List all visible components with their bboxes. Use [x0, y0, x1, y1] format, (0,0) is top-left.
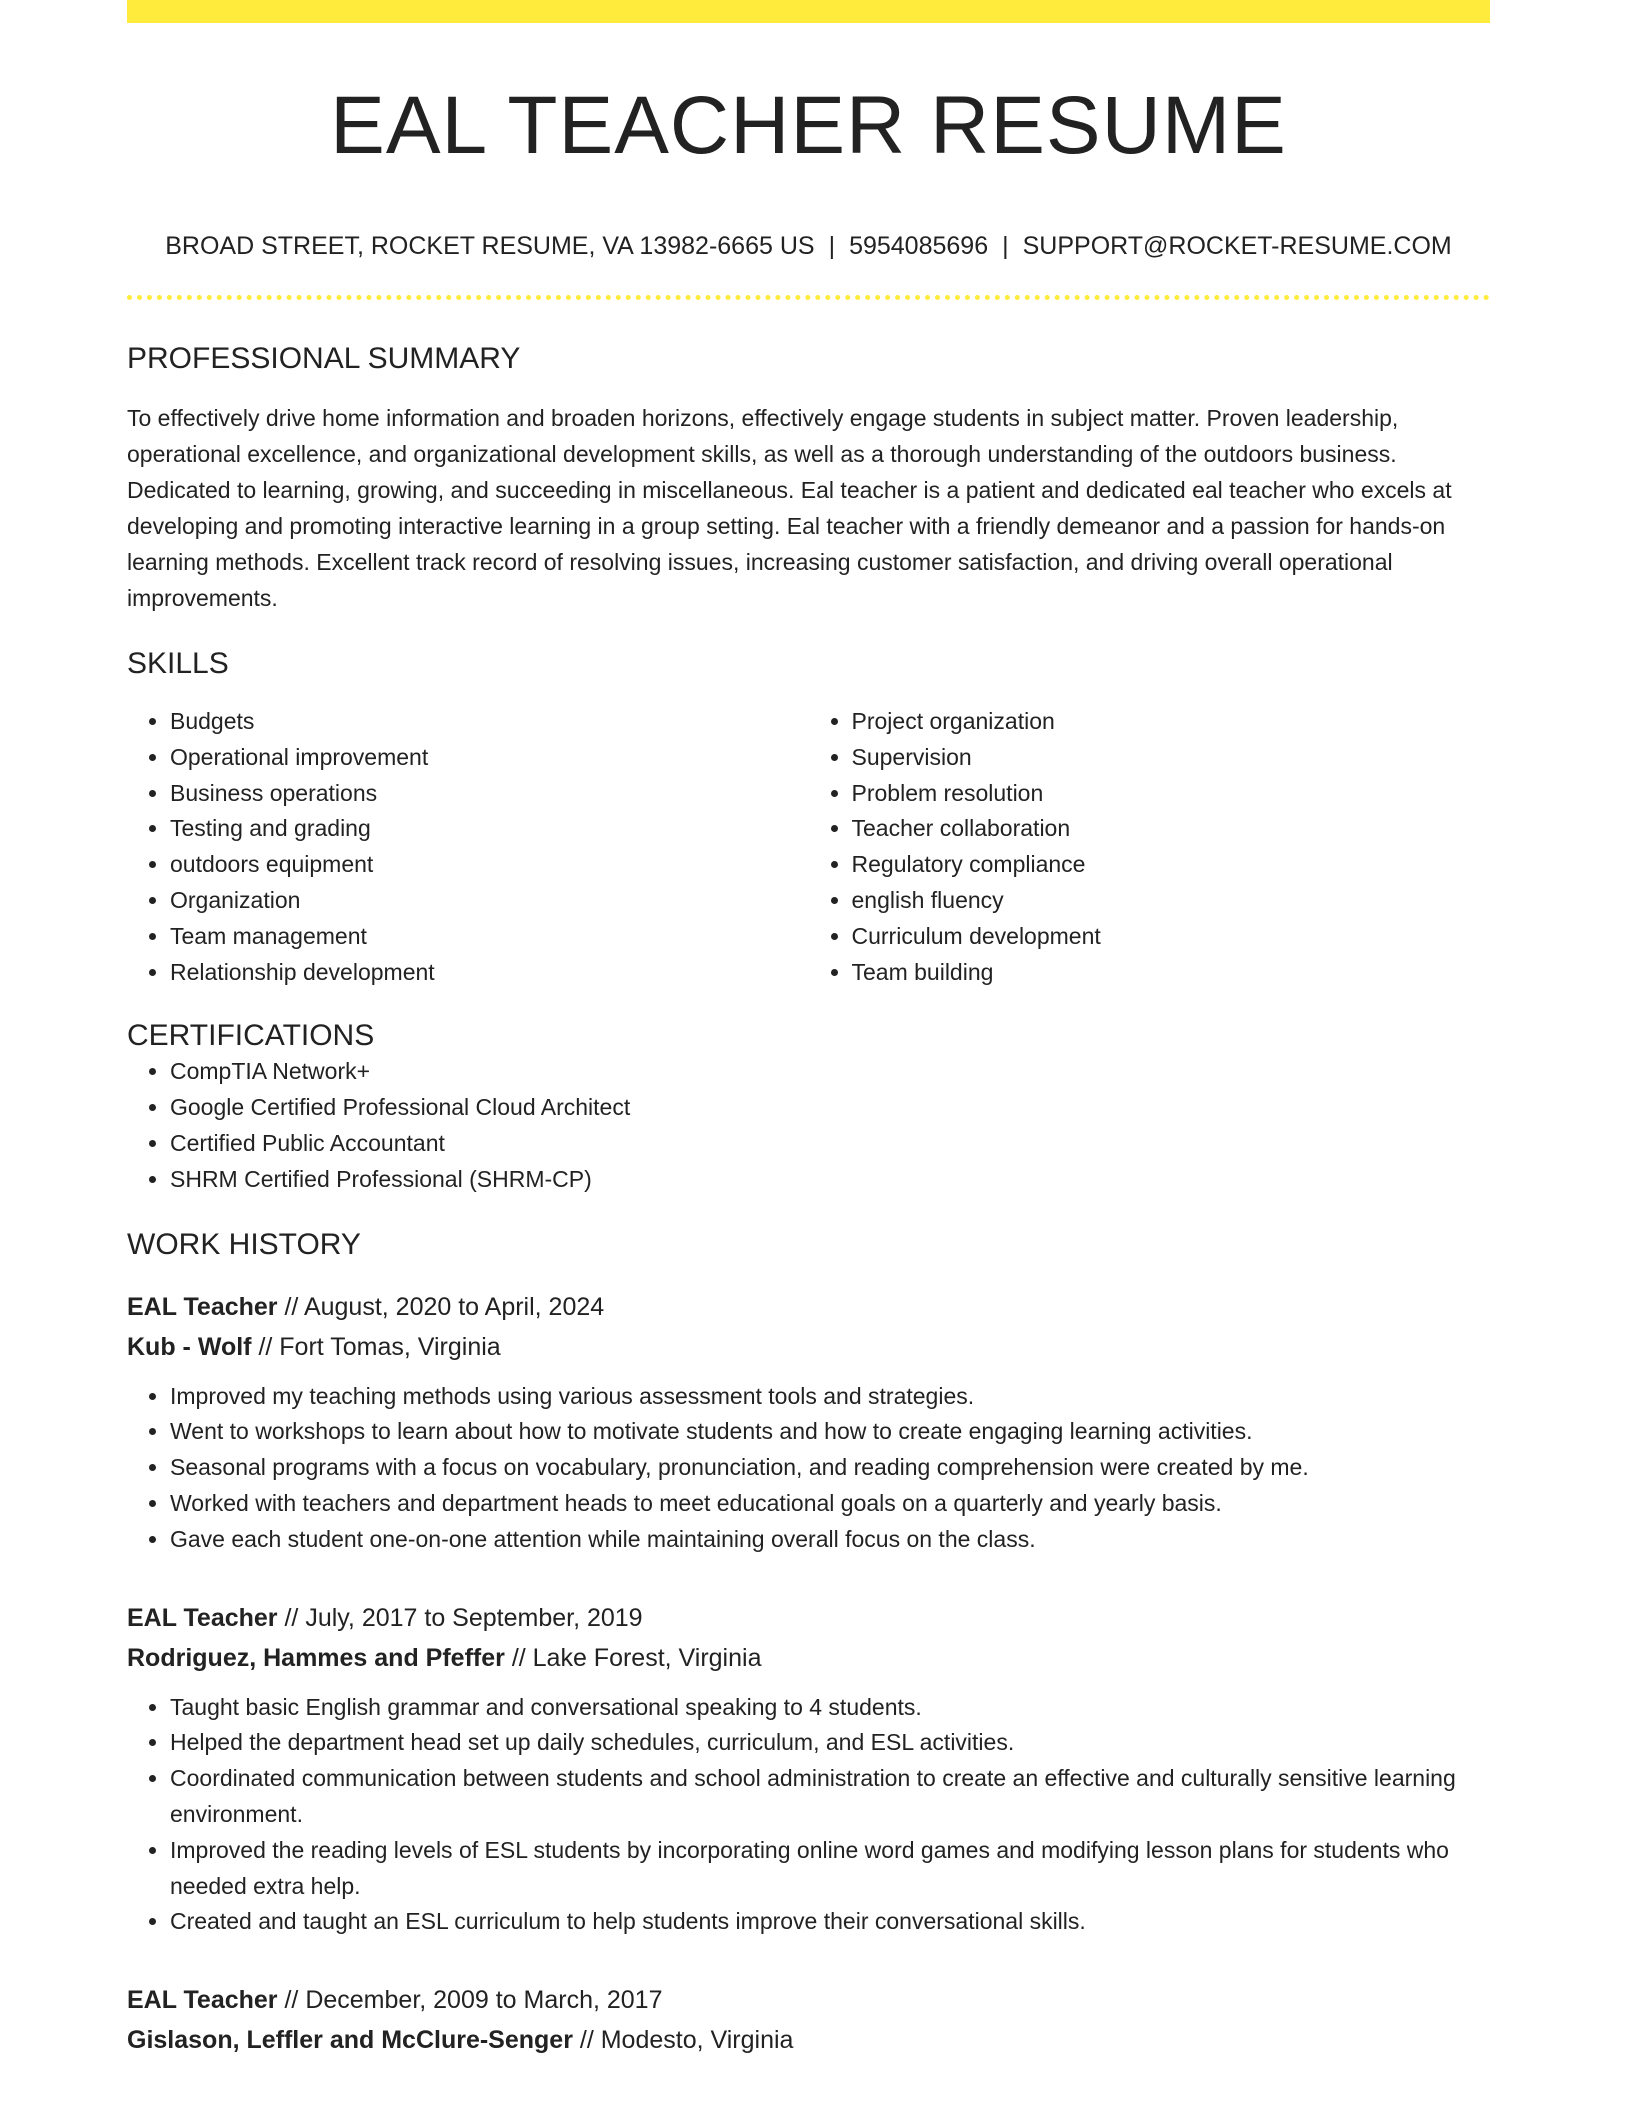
job-duty: • Helped the department head set up daily schedules, curriculum, and ESL activities. — [170, 1725, 1490, 1761]
skill-item: • Project organization — [852, 704, 1491, 740]
skill-item: • Organization — [170, 883, 809, 919]
job-entry — [127, 1980, 1490, 2060]
job-duty: • Gave each student one-on-one attention while maintaining overall focus on the class. — [170, 1522, 1490, 1558]
job-duty: • Coordinated communication between students and school administration to create an effective and culturally sensitive learning environment. — [170, 1761, 1490, 1833]
summary-text: To effectively drive home information and broaden horizons, effectively engage students in subject matter. Proven leadership, operational excellence, and organizational development skills, as well as a thorough understanding of the outdoors business. Dedicated to learning, growing, and succeeding in miscellaneous. Eal teacher is a patient and dedicated eal teacher who excels at developing and promoting interactive learning in a group setting. Eal teacher with a friendly demeanor and a passion for hands-on learning methods. Excellent track record of resolving issues, increasing customer satisfaction, and driving overall operational improvements. — [127, 405, 1452, 611]
job-location: // Lake Forest, Virginia — [511, 1643, 762, 1672]
job-company: Rodriguez, Hammes and Pfeffer — [127, 1643, 505, 1672]
job-dates: // December, 2009 to March, 2017 — [284, 1986, 663, 2015]
dotted-divider — [127, 295, 1490, 300]
job-role-line — [127, 1598, 1490, 1638]
skill-item: • Relationship development — [170, 955, 809, 991]
skill-item: • Business operations — [170, 776, 809, 812]
job-role: EAL Teacher — [127, 1986, 278, 2015]
section-title-summary: PROFESSIONAL SUMMARY — [127, 342, 521, 375]
skills-column-right — [809, 704, 1491, 990]
skill-item: • Supervision — [852, 740, 1491, 776]
skill-item: • Problem resolution — [852, 776, 1491, 812]
certification-item: • Google Certified Professional Cloud Architect — [170, 1090, 1490, 1126]
job-duty: • Taught basic English grammar and conversational speaking to 4 students. — [170, 1690, 1490, 1726]
job-company: Kub - Wolf — [127, 1332, 252, 1361]
resume-page — [127, 0, 1490, 2060]
job-company-line — [127, 1327, 1490, 1367]
job-duty: • Created and taught an ESL curriculum to help students improve their conversational skills. — [170, 1904, 1490, 1940]
job-duty: • Seasonal programs with a focus on vocabulary, pronunciation, and reading comprehension were created by me. — [170, 1450, 1490, 1486]
skill-item: • Team management — [170, 919, 809, 955]
job-dates: // July, 2017 to September, 2019 — [284, 1603, 643, 1632]
skills-list-right — [809, 704, 1491, 990]
skills-grid — [127, 704, 1490, 990]
job-company-line — [127, 1638, 1490, 1678]
job-duties-list — [127, 1690, 1490, 1941]
section-title-certifications: CERTIFICATIONS — [127, 1019, 375, 1053]
skill-item: • Curriculum development — [852, 919, 1491, 955]
contact-separator: | — [828, 232, 836, 260]
certification-item: • Certified Public Accountant — [170, 1126, 1490, 1162]
job-duty: • Improved the reading levels of ESL students by incorporating online word games and modifying lesson plans for students who needed extra help. — [170, 1833, 1490, 1905]
skill-item: • Teacher collaboration — [852, 811, 1491, 847]
skill-item: • outdoors equipment — [170, 847, 809, 883]
section-title-work-history: WORK HISTORY — [127, 1227, 361, 1261]
resume-title: EAL TEACHER RESUME — [330, 80, 1287, 171]
job-company-line — [127, 2020, 1490, 2060]
job-duty: • Improved my teaching methods using various assessment tools and strategies. — [170, 1379, 1490, 1415]
job-duty: • Worked with teachers and department heads to meet educational goals on a quarterly and yearly basis. — [170, 1486, 1490, 1522]
job-dates: // August, 2020 to April, 2024 — [284, 1292, 605, 1321]
contact-phone[interactable]: 5954085696 — [849, 232, 989, 260]
skill-item: • Budgets — [170, 704, 809, 740]
header-accent-bar — [127, 0, 1490, 23]
contact-line — [127, 231, 1490, 261]
contact-address: BROAD STREET, ROCKET RESUME, VA 13982-6665 US — [165, 232, 815, 260]
skill-item: • Regulatory compliance — [852, 847, 1491, 883]
job-role-line — [127, 1980, 1490, 2020]
job-entry — [127, 1598, 1490, 1941]
job-entry — [127, 1287, 1490, 1558]
skill-item: • english fluency — [852, 883, 1491, 919]
job-location: // Fort Tomas, Virginia — [258, 1332, 501, 1361]
certifications-list — [127, 1054, 1490, 1197]
job-duties-list — [127, 1379, 1490, 1558]
job-role: EAL Teacher — [127, 1603, 278, 1632]
skills-list-left — [127, 704, 809, 990]
job-company: Gislason, Leffler and McClure-Senger — [127, 2026, 573, 2055]
skill-item: • Testing and grading — [170, 811, 809, 847]
certification-item: • CompTIA Network+ — [170, 1054, 1490, 1090]
skills-column-left — [127, 704, 809, 990]
certification-item: • SHRM Certified Professional (SHRM-CP) — [170, 1162, 1490, 1198]
section-title-skills: SKILLS — [127, 647, 229, 680]
contact-email[interactable]: SUPPORT@ROCKET-RESUME.COM — [1022, 232, 1452, 260]
job-location: // Modesto, Virginia — [579, 2026, 794, 2055]
job-role: EAL Teacher — [127, 1292, 278, 1321]
contact-separator: | — [1002, 232, 1009, 260]
job-duty: • Went to workshops to learn about how to motivate students and how to create engaging learning activities. — [170, 1414, 1490, 1450]
skill-item: • Team building — [852, 955, 1491, 991]
skill-item: • Operational improvement — [170, 740, 809, 776]
job-role-line — [127, 1287, 1490, 1327]
